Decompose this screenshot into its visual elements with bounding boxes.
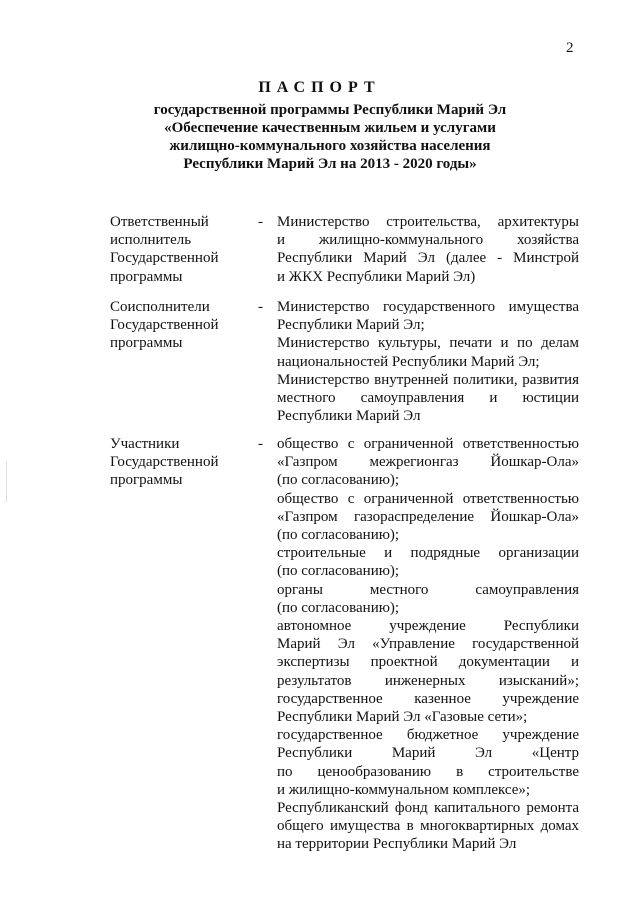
value-line: (по согласованию); — [277, 599, 400, 616]
value-line: Министерство культуры, печати и по делам — [277, 335, 579, 352]
row-value — [277, 213, 579, 286]
value-line: результатов инженерных изысканий»; — [277, 672, 579, 689]
row-value — [277, 298, 579, 425]
value-line: национальностей Республики Марий Эл; — [277, 353, 540, 370]
label-line: программы — [110, 268, 183, 285]
value-line: Республики Марий Эл «Центр — [277, 745, 579, 762]
row-label — [110, 213, 260, 286]
subtitle-line: жилищно-коммунального хозяйства населения — [169, 138, 491, 154]
value-line: Министерство внутренней политики, развития — [277, 371, 579, 388]
label-line: исполнитель — [110, 232, 192, 249]
document-title: ПАСПОРТ — [258, 79, 381, 96]
subtitle-line: Республики Марий Эл на 2013 - 2020 годы» — [183, 156, 477, 172]
label-line: Государственной — [110, 317, 219, 334]
row-dash: - — [258, 214, 263, 230]
value-line: общество с ограниченной ответственностью — [277, 490, 579, 507]
value-line: «Газпром межрегионгаз Йошкар-Ола» — [277, 454, 579, 471]
row-dash: - — [258, 299, 263, 315]
value-line: местного самоуправления и юстиции — [277, 390, 579, 407]
label-line: Участники — [110, 436, 180, 452]
value-line: общество с ограниченной ответственностью — [277, 436, 579, 452]
page-number: 2 — [566, 40, 574, 56]
value-line: и жилищно-коммунального хозяйства — [277, 232, 579, 249]
value-line: Республиканский фонд капитального ремонта — [277, 800, 579, 817]
value-line: Республики Марий Эл «Газовые сети»; — [277, 709, 528, 726]
value-line: по ценообразованию в строительстве — [277, 763, 579, 780]
value-line: строительные и подрядные организации — [277, 545, 579, 562]
value-line: (по согласованию); — [277, 527, 400, 544]
label-line: программы — [110, 472, 183, 489]
value-line: и ЖКХ Республики Марий Эл) — [277, 268, 476, 285]
label-line: Государственной — [110, 454, 219, 471]
value-line: экспертизы проектной документации и — [277, 654, 579, 671]
value-line: Республики Марий Эл; — [277, 317, 425, 334]
value-line: на территории Республики Марий Эл — [277, 836, 517, 853]
value-line: (по согласованию); — [277, 563, 400, 580]
document-subtitle — [120, 101, 540, 173]
value-line: Марий Эл «Управление государственной — [277, 636, 579, 653]
subtitle-line: «Обеспечение качественным жильем и услугами — [164, 120, 496, 136]
value-line: (по согласованию); — [277, 472, 400, 489]
value-line: Министерство государственного имущества — [277, 299, 579, 315]
subtitle-line: государственной программы Республики Марий Эл — [153, 102, 507, 118]
value-line: государственное казенное учреждение — [277, 690, 579, 707]
scan-margin-mark — [6, 462, 7, 502]
label-line: Соисполнители — [110, 299, 210, 315]
label-line: программы — [110, 335, 183, 352]
value-line: Республики Марий Эл (далее - Минстрой — [277, 250, 579, 267]
value-line: органы местного самоуправления — [277, 581, 579, 598]
value-line: и жилищно-коммунальном комплексе»; — [277, 781, 531, 798]
value-line: общего имущества в многоквартирных домах — [277, 818, 579, 835]
row-label — [110, 298, 260, 353]
label-line: Государственной — [110, 250, 219, 267]
row-label — [110, 435, 260, 490]
value-line: «Газпром газораспределение Йошкар-Ола» — [277, 508, 579, 525]
value-line: Республики Марий Эл — [277, 408, 421, 425]
value-line: Министерство строительства, архитектуры — [277, 214, 579, 230]
row-dash: - — [258, 436, 263, 452]
value-line: автономное учреждение Республики — [277, 618, 579, 635]
row-value — [277, 435, 579, 854]
value-line: государственное бюджетное учреждение — [277, 727, 579, 744]
label-line: Ответственный — [110, 214, 209, 230]
